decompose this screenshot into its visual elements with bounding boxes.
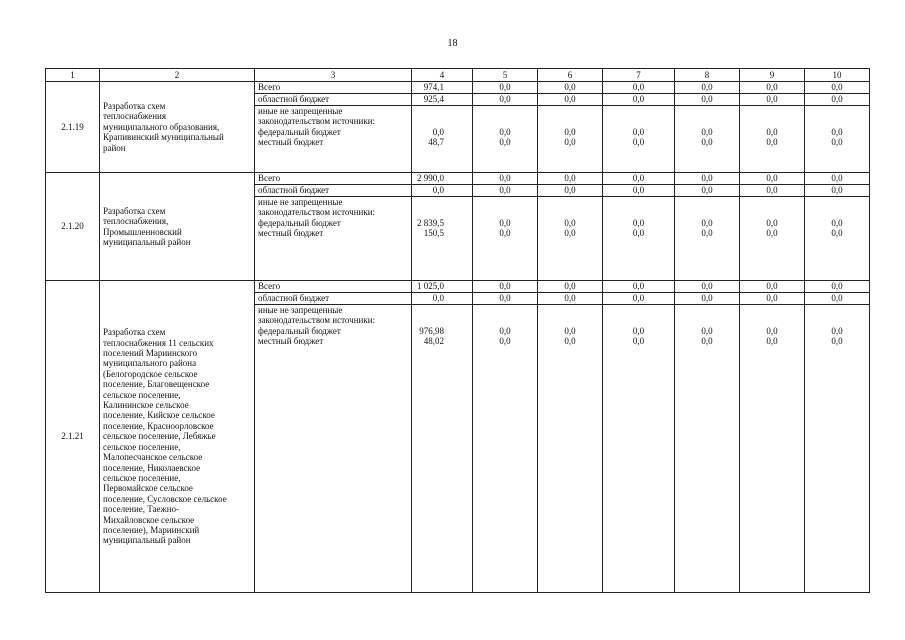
table-body: [46, 82, 870, 593]
other-sources-value: 0,0: [701, 126, 713, 137]
item-name: [100, 281, 255, 593]
other-sources-label-line: законодательством источники:: [258, 116, 376, 127]
other-sources-label-line: местный бюджет: [258, 137, 324, 148]
total-label: Всего: [255, 82, 412, 94]
other-sources-value: [606, 305, 671, 315]
other-sources-value: [606, 315, 671, 325]
other-sources-value: [678, 106, 736, 116]
other-sources-value: 0,0: [766, 228, 778, 239]
item-name-line: теплоснабжения 11 сельских: [103, 337, 214, 348]
header-cell: 1: [46, 69, 100, 82]
other-sources-value-cell: [473, 106, 538, 173]
other-sources-value: [606, 207, 671, 217]
other-sources-value: 0,0: [632, 137, 645, 148]
other-sources-value: 0,0: [701, 336, 713, 347]
other-sources-value-cell: [740, 106, 805, 173]
regional-budget-label: областной бюджет: [255, 185, 412, 197]
other-sources-value: 0,0: [632, 336, 645, 347]
total-value-cell: 0,0: [805, 173, 870, 185]
other-sources-value-cell: [412, 197, 473, 281]
other-sources-value: 0,0: [499, 228, 511, 239]
other-sources-value: 976,98: [419, 325, 444, 336]
other-sources-value: 0,0: [499, 217, 511, 228]
other-sources-value: [476, 197, 534, 207]
other-sources-value: [743, 106, 801, 116]
regional-value-cell: 0,0: [740, 94, 805, 106]
other-sources-value: [476, 305, 534, 315]
other-sources-value: 0,0: [831, 325, 843, 336]
other-sources-value: 0,0: [766, 336, 778, 347]
other-sources-value: [808, 207, 866, 217]
total-value-cell: 0,0: [538, 173, 603, 185]
other-sources-value: [541, 305, 599, 315]
other-sources-value: [415, 207, 444, 217]
table-row-total: [46, 281, 870, 293]
regional-value-cell: 0,0: [412, 293, 473, 305]
other-sources-value-cell: [675, 106, 740, 173]
other-sources-value: [415, 116, 444, 126]
regional-value-cell: 0,0: [473, 185, 538, 197]
other-sources-value: 0,0: [632, 228, 645, 239]
header-cell: 8: [675, 69, 740, 82]
header-cell: 6: [538, 69, 603, 82]
other-sources-value: 0,0: [499, 126, 511, 137]
item-name-line: муниципального образования,: [103, 121, 220, 132]
item-name: [100, 82, 255, 173]
other-sources-value: 0,0: [831, 228, 843, 239]
total-value-cell: 0,0: [603, 281, 675, 293]
total-value-cell: 0,0: [538, 82, 603, 94]
other-sources-value: 0,0: [766, 217, 778, 228]
other-sources-value: 0,0: [564, 228, 576, 239]
item-name-line: поселение, Таежно-: [103, 504, 180, 515]
other-sources-value: [743, 207, 801, 217]
item-name-line: сельское поселение,: [103, 472, 181, 483]
regional-value-cell: 0,0: [538, 185, 603, 197]
other-sources-value: 0,0: [701, 137, 713, 148]
other-sources-value-cell: [412, 305, 473, 593]
other-sources-value: [808, 315, 866, 325]
other-sources-value-cell: [805, 106, 870, 173]
other-sources-value: [678, 305, 736, 315]
other-sources-label-line: федеральный бюджет: [258, 217, 341, 228]
header-cell: 10: [805, 69, 870, 82]
other-sources-value: 0,0: [499, 137, 511, 148]
other-sources-value-cell: [538, 106, 603, 173]
regional-value-cell: 0,0: [805, 293, 870, 305]
header-cell: 7: [603, 69, 675, 82]
item-code: 2.1.20: [46, 173, 100, 281]
other-sources-value-cell: [603, 106, 675, 173]
item-code: 2.1.21: [46, 281, 100, 593]
other-sources-value: 0,0: [831, 217, 843, 228]
other-sources-value: 0,0: [564, 336, 576, 347]
other-sources-value: [808, 197, 866, 207]
other-sources-label-line: федеральный бюджет: [258, 126, 341, 137]
item-name-line: Калининское сельское: [103, 400, 189, 411]
other-sources-value: [541, 207, 599, 217]
other-sources-label-line: местный бюджет: [258, 228, 324, 239]
regional-value-cell: 0,0: [675, 94, 740, 106]
item-name-line: поселение, Сусловское сельское: [103, 493, 227, 504]
item-name-line: поселение, Красноорловское: [103, 420, 214, 431]
other-sources-value: [415, 305, 444, 315]
other-sources-value: 0,0: [701, 228, 713, 239]
other-sources-value-cell: [473, 305, 538, 593]
item-name-line: Первомайское сельское: [103, 483, 193, 494]
item-name-line: сельское поселение, Лебяжье: [103, 431, 216, 442]
header-cell: 5: [473, 69, 538, 82]
regional-value-cell: 0,0: [473, 94, 538, 106]
other-sources-value: [606, 197, 671, 207]
total-value-cell: 0,0: [473, 281, 538, 293]
other-sources-value: [606, 116, 671, 126]
other-sources-value: 0,0: [432, 126, 444, 137]
other-sources-value-cell: [740, 197, 805, 281]
regional-value-cell: 0,0: [538, 293, 603, 305]
total-value-cell: 0,0: [740, 281, 805, 293]
item-name-line: Разработка схем: [103, 100, 166, 111]
other-sources-value: [541, 106, 599, 116]
total-value-cell: 2 990,0: [412, 173, 473, 185]
item-name-line: муниципальный район: [103, 535, 191, 546]
other-sources-value-cell: [675, 305, 740, 593]
regional-value-cell: 0,0: [805, 94, 870, 106]
regional-value-cell: 0,0: [603, 185, 675, 197]
other-sources-value: [415, 197, 444, 207]
regional-value-cell: 0,0: [473, 293, 538, 305]
total-value-cell: 0,0: [538, 281, 603, 293]
item-name-line: район: [103, 142, 126, 153]
other-sources-label-line: местный бюджет: [258, 336, 324, 347]
item-name-line: муниципального района: [103, 358, 197, 369]
other-sources-value-cell: [412, 106, 473, 173]
budget-table-container: [45, 68, 870, 593]
other-sources-value: [678, 116, 736, 126]
other-sources-value: 0,0: [632, 126, 645, 137]
header-cell: 4: [412, 69, 473, 82]
other-sources-value: [743, 305, 801, 315]
regional-value-cell: 0,0: [675, 293, 740, 305]
other-sources-value: 0,0: [831, 137, 843, 148]
regional-value-cell: 0,0: [675, 185, 740, 197]
other-sources-value: 150,5: [423, 228, 444, 239]
item-name-line: поселений Мариинского: [103, 348, 198, 359]
total-value-cell: 0,0: [740, 173, 805, 185]
item-code: 2.1.19: [46, 82, 100, 173]
item-name-line: поселение), Мариинский: [103, 524, 200, 535]
other-sources-value-cell: [473, 197, 538, 281]
total-value-cell: 0,0: [805, 281, 870, 293]
regional-value-cell: 0,0: [412, 185, 473, 197]
regional-value-cell: 0,0: [603, 293, 675, 305]
header-cell: 9: [740, 69, 805, 82]
regional-budget-label: областной бюджет: [255, 94, 412, 106]
item-name-line: сельское поселение,: [103, 389, 181, 400]
regional-budget-label: областной бюджет: [255, 293, 412, 305]
other-sources-label-line: иные не запрещенные: [258, 197, 343, 207]
item-name-line: (Белогородское сельское: [103, 368, 198, 379]
table-row-total: [46, 173, 870, 185]
other-sources-value: 0,0: [632, 217, 645, 228]
item-name-line: Разработка схем: [103, 327, 166, 338]
other-sources-labels: [255, 197, 412, 281]
item-name-line: Крапивинский муниципальный: [103, 132, 224, 143]
other-sources-value-cell: [740, 305, 805, 593]
item-name-line: Разработка схем: [103, 205, 166, 216]
item-name-line: муниципальный район: [103, 236, 191, 247]
other-sources-value: [476, 116, 534, 126]
total-value-cell: 0,0: [473, 82, 538, 94]
other-sources-value: [476, 207, 534, 217]
item-name-line: поселение, Кийское сельское: [103, 410, 215, 421]
other-sources-value: [541, 116, 599, 126]
other-sources-label-line: федеральный бюджет: [258, 325, 341, 336]
total-value-cell: 0,0: [740, 82, 805, 94]
other-sources-value: 0,0: [701, 325, 713, 336]
other-sources-value: [541, 315, 599, 325]
item-name-line: Промышленновский: [103, 226, 182, 237]
other-sources-value: [476, 315, 534, 325]
header-cell: 2: [100, 69, 255, 82]
header-cell: 3: [255, 69, 412, 82]
other-sources-value: 0,0: [701, 217, 713, 228]
item-name-line: поселение, Николаевское: [103, 462, 201, 473]
total-label: Всего: [255, 173, 412, 185]
item-name-line: теплоснабжения,: [103, 216, 169, 227]
total-value-cell: 0,0: [675, 82, 740, 94]
other-sources-value: 0,0: [499, 325, 511, 336]
other-sources-value: 0,0: [564, 217, 576, 228]
other-sources-label-line: законодательством источники:: [258, 207, 376, 218]
other-sources-value-cell: [805, 197, 870, 281]
total-value-cell: 0,0: [473, 173, 538, 185]
other-sources-value: 0,0: [766, 325, 778, 336]
other-sources-label-line: иные не запрещенные: [258, 106, 343, 116]
item-name-line: Малопесчанское сельское: [103, 452, 203, 463]
total-value-cell: 0,0: [603, 173, 675, 185]
other-sources-value: [808, 305, 866, 315]
item-name-line: сельское поселение,: [103, 441, 181, 452]
total-value-cell: 974,1: [412, 82, 473, 94]
regional-value-cell: 0,0: [740, 293, 805, 305]
total-value-cell: 0,0: [675, 281, 740, 293]
item-name-line: Михайловское сельское: [103, 514, 195, 525]
item-name-line: теплоснабжения: [103, 111, 166, 122]
other-sources-value: 0,0: [831, 336, 843, 347]
other-sources-value: [415, 315, 444, 325]
total-value-cell: 0,0: [805, 82, 870, 94]
other-sources-value: [606, 106, 671, 116]
other-sources-value-cell: [805, 305, 870, 593]
total-value-cell: 0,0: [675, 173, 740, 185]
page-number: 18: [447, 38, 458, 49]
other-sources-value: [541, 197, 599, 207]
other-sources-value: 0,0: [564, 126, 576, 137]
other-sources-value: [678, 197, 736, 207]
other-sources-value: [476, 106, 534, 116]
other-sources-value: 0,0: [766, 126, 778, 137]
total-value-cell: 0,0: [603, 82, 675, 94]
other-sources-value: [678, 207, 736, 217]
other-sources-value: 0,0: [499, 336, 511, 347]
other-sources-value: [743, 116, 801, 126]
other-sources-value: 48,02: [423, 336, 444, 347]
other-sources-value: 0,0: [766, 137, 778, 148]
other-sources-value-cell: [603, 197, 675, 281]
other-sources-value-cell: [675, 197, 740, 281]
header-row: [46, 69, 870, 82]
other-sources-value: [415, 106, 444, 116]
regional-value-cell: 0,0: [740, 185, 805, 197]
regional-value-cell: 0,0: [603, 94, 675, 106]
other-sources-label-line: иные не запрещенные: [258, 305, 343, 315]
other-sources-value: [678, 315, 736, 325]
regional-value-cell: 0,0: [538, 94, 603, 106]
other-sources-value-cell: [538, 305, 603, 593]
item-name: [100, 173, 255, 281]
other-sources-label-line: законодательством источники:: [258, 315, 376, 326]
other-sources-value: [743, 197, 801, 207]
total-label: Всего: [255, 281, 412, 293]
other-sources-value: 0,0: [564, 325, 576, 336]
other-sources-value: 0,0: [632, 325, 645, 336]
total-value-cell: 1 025,0: [412, 281, 473, 293]
regional-value-cell: 925,4: [412, 94, 473, 106]
table-row-total: [46, 82, 870, 94]
other-sources-value: 0,0: [831, 126, 843, 137]
other-sources-value: [808, 116, 866, 126]
other-sources-value: [808, 106, 866, 116]
other-sources-value: 2 839,5: [417, 217, 444, 228]
regional-value-cell: 0,0: [805, 185, 870, 197]
budget-table: [45, 68, 870, 593]
other-sources-labels: [255, 106, 412, 173]
item-name-line: поселение, Благовещенское: [103, 379, 210, 390]
other-sources-labels: [255, 305, 412, 593]
other-sources-value-cell: [603, 305, 675, 593]
other-sources-value: [743, 315, 801, 325]
other-sources-value-cell: [538, 197, 603, 281]
other-sources-value: 48,7: [428, 137, 444, 148]
other-sources-value: 0,0: [564, 137, 576, 148]
